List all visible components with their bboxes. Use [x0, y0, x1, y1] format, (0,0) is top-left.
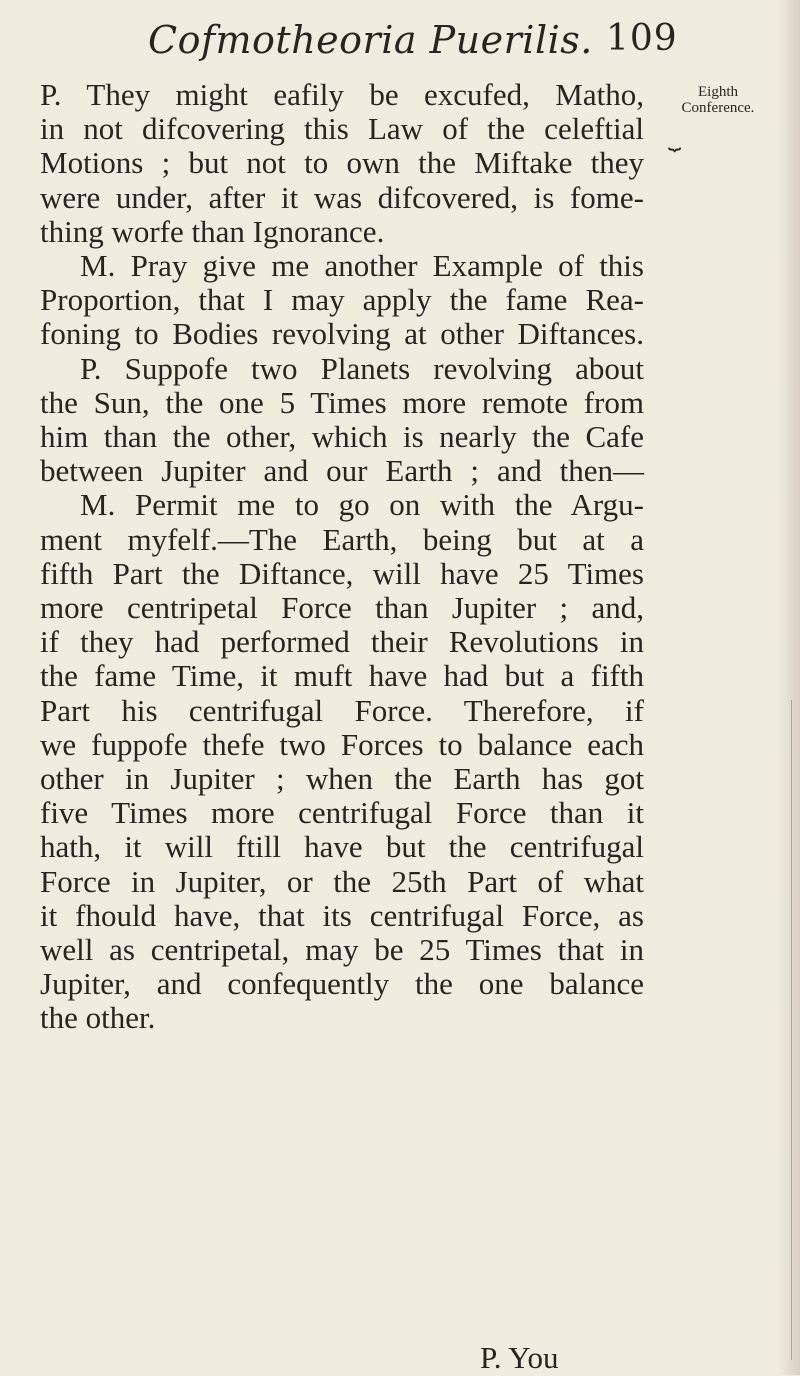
text-line: ment myfelf.—The Earth, being but at a [40, 521, 644, 557]
text-line: Part his centrifugal Force. Therefore, if [40, 692, 644, 728]
body-text [40, 78, 644, 1036]
text-line: P. They might eafily be excufed, Matho, [40, 77, 644, 112]
page-edge-line [791, 700, 792, 1360]
page-number: 109 [606, 18, 678, 59]
text-line: in not difcovering this Law of the celeftial [40, 111, 644, 147]
text-line: hath, it will ftill have but the centrifugal [40, 829, 644, 865]
text-line: the Sun, the one 5 Times more remote from [40, 384, 644, 420]
text-line: more centripetal Force than Jupiter ; and, [40, 590, 644, 626]
text-line: Proportion, that I may apply the fame Rea- [40, 282, 644, 318]
text-line: fifth Part the Diftance, will have 25 Times [40, 555, 644, 591]
text-line: M. Pray give me another Example of this [80, 248, 644, 284]
text-line: well as centripetal, may be 25 Times that in [40, 932, 644, 968]
text-line: between Jupiter and our Earth ; and then— [40, 453, 644, 489]
text-line: we fuppofe thefe two Forces to balance each [40, 726, 644, 762]
text-line: Jupiter, and confequently the one balance [40, 966, 644, 1002]
text-line: Motions ; but not to own the Miftake they [40, 145, 644, 181]
text-line: other in Jupiter ; when the Earth has got [40, 761, 644, 797]
margin-brace: ⏟ [668, 126, 680, 151]
text-line: Force in Jupiter, or the 25th Part of what [40, 863, 644, 899]
margin-note-line: Eighth [698, 84, 738, 100]
text-line: it fhould have, that its centrifugal Force, as [40, 897, 644, 933]
text-line: if they had performed their Revolutions in [40, 624, 644, 660]
page-edge-shadow [778, 0, 800, 1375]
text-line: five Times more centrifugal Force than it [40, 795, 644, 831]
text-line: him than the other, which is nearly the Cafe [40, 419, 644, 455]
running-title: Cofmotheoria Puerilis. [148, 18, 593, 62]
text-line: thing worfe than Ignorance. [40, 213, 385, 249]
text-line: the fame Time, it muft have had but a fifth [40, 658, 644, 694]
margin-note-line: Conference. [681, 100, 755, 116]
margin-note [658, 84, 778, 116]
text-line: were under, after it was difcovered, is fome- [40, 179, 644, 215]
text-line: M. Permit me to go on with the Argu- [80, 487, 644, 523]
text-line: the other. [40, 1000, 156, 1036]
catchword: P. You [480, 1340, 559, 1375]
text-line: P. Suppofe two Planets revolving about [80, 350, 644, 386]
text-line: foning to Bodies revolving at other Diftances. [40, 316, 644, 352]
